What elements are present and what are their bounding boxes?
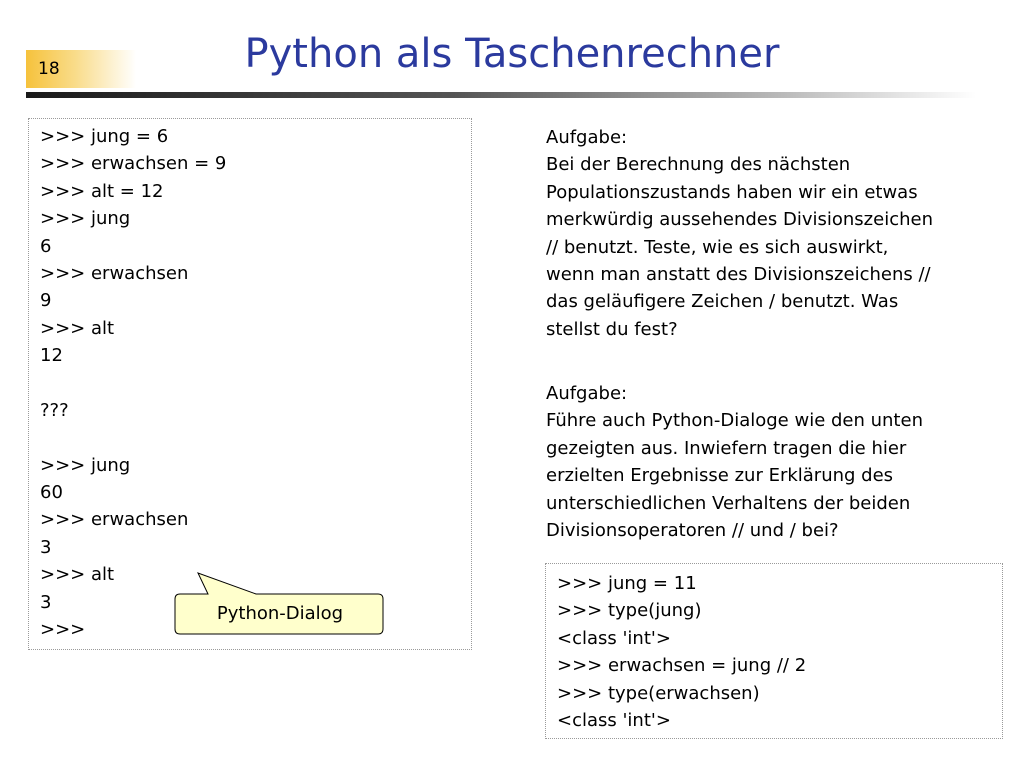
type-dialog-code-box	[545, 563, 1003, 739]
task-line: gezeigten aus. Inwiefern tragen die hier	[546, 437, 907, 459]
python-dialog-callout	[170, 572, 386, 636]
code-line: >>> jung = 6	[40, 126, 169, 147]
page-number: 18	[26, 50, 136, 88]
code-line: >>> erwachsen	[40, 262, 189, 284]
code-line: >>> alt	[40, 564, 115, 586]
code-line: 3	[40, 591, 52, 613]
code-line: 9	[40, 290, 52, 312]
code-gap	[40, 424, 460, 451]
code-line: >>> erwachsen	[40, 509, 189, 531]
task-line: unterschiedlichen Verhaltens der beiden	[546, 492, 911, 514]
task-line: Populationszustands haben wir ein etwas	[546, 181, 918, 203]
code-line: 6	[40, 235, 52, 257]
task-line: // benutzt. Teste, wie es sich auswirkt,	[546, 236, 889, 258]
slide-title: Python als Taschenrechner	[244, 31, 780, 77]
code-gap	[40, 370, 460, 397]
task-heading: Aufgabe:	[546, 383, 628, 404]
code-line: >>> jung	[40, 454, 131, 476]
task-heading: Aufgabe:	[546, 127, 628, 148]
code-line: <class 'int'>	[557, 627, 671, 649]
task-line: stellst du fest?	[546, 318, 678, 340]
code-line: >>> jung	[40, 208, 131, 230]
code-line: >>>	[40, 619, 86, 641]
python-dialog-code-box	[28, 118, 472, 650]
task-line: das geläufigere Zeichen / benutzt. Was	[546, 291, 899, 313]
task-line: merkwürdig aussehendes Divisionszeichen	[546, 209, 933, 231]
task-line: wenn man anstatt des Divisionszeichens //	[546, 264, 931, 286]
code-line: >>> alt = 12	[40, 180, 164, 202]
task-line: Führe auch Python-Dialoge wie den unten	[546, 410, 923, 432]
task-line: Bei der Berechnung des nächsten	[546, 154, 851, 176]
code-line: >>> type(erwachsen)	[557, 682, 760, 704]
task-line: Divisionsoperatoren // und / bei?	[546, 520, 839, 542]
code-line: 12	[40, 345, 63, 367]
code-line: >>> jung = 11	[557, 573, 697, 594]
callout-label: Python-Dialog	[216, 603, 344, 624]
code-line-placeholder: ???	[40, 399, 69, 421]
code-line: >>> erwachsen = 9	[40, 153, 227, 175]
task-2-text	[546, 380, 986, 544]
code-line: 60	[40, 482, 63, 504]
title-divider	[26, 92, 976, 98]
code-line: >>> alt	[40, 317, 115, 339]
task-1-text	[546, 124, 986, 343]
code-line: <class 'int'>	[557, 709, 671, 731]
code-line: 3	[40, 536, 52, 558]
code-line: >>> type(jung)	[557, 600, 702, 622]
task-line: erzielten Ergebnisse zur Erklärung des	[546, 465, 894, 487]
code-line: >>> erwachsen = jung // 2	[557, 655, 807, 677]
